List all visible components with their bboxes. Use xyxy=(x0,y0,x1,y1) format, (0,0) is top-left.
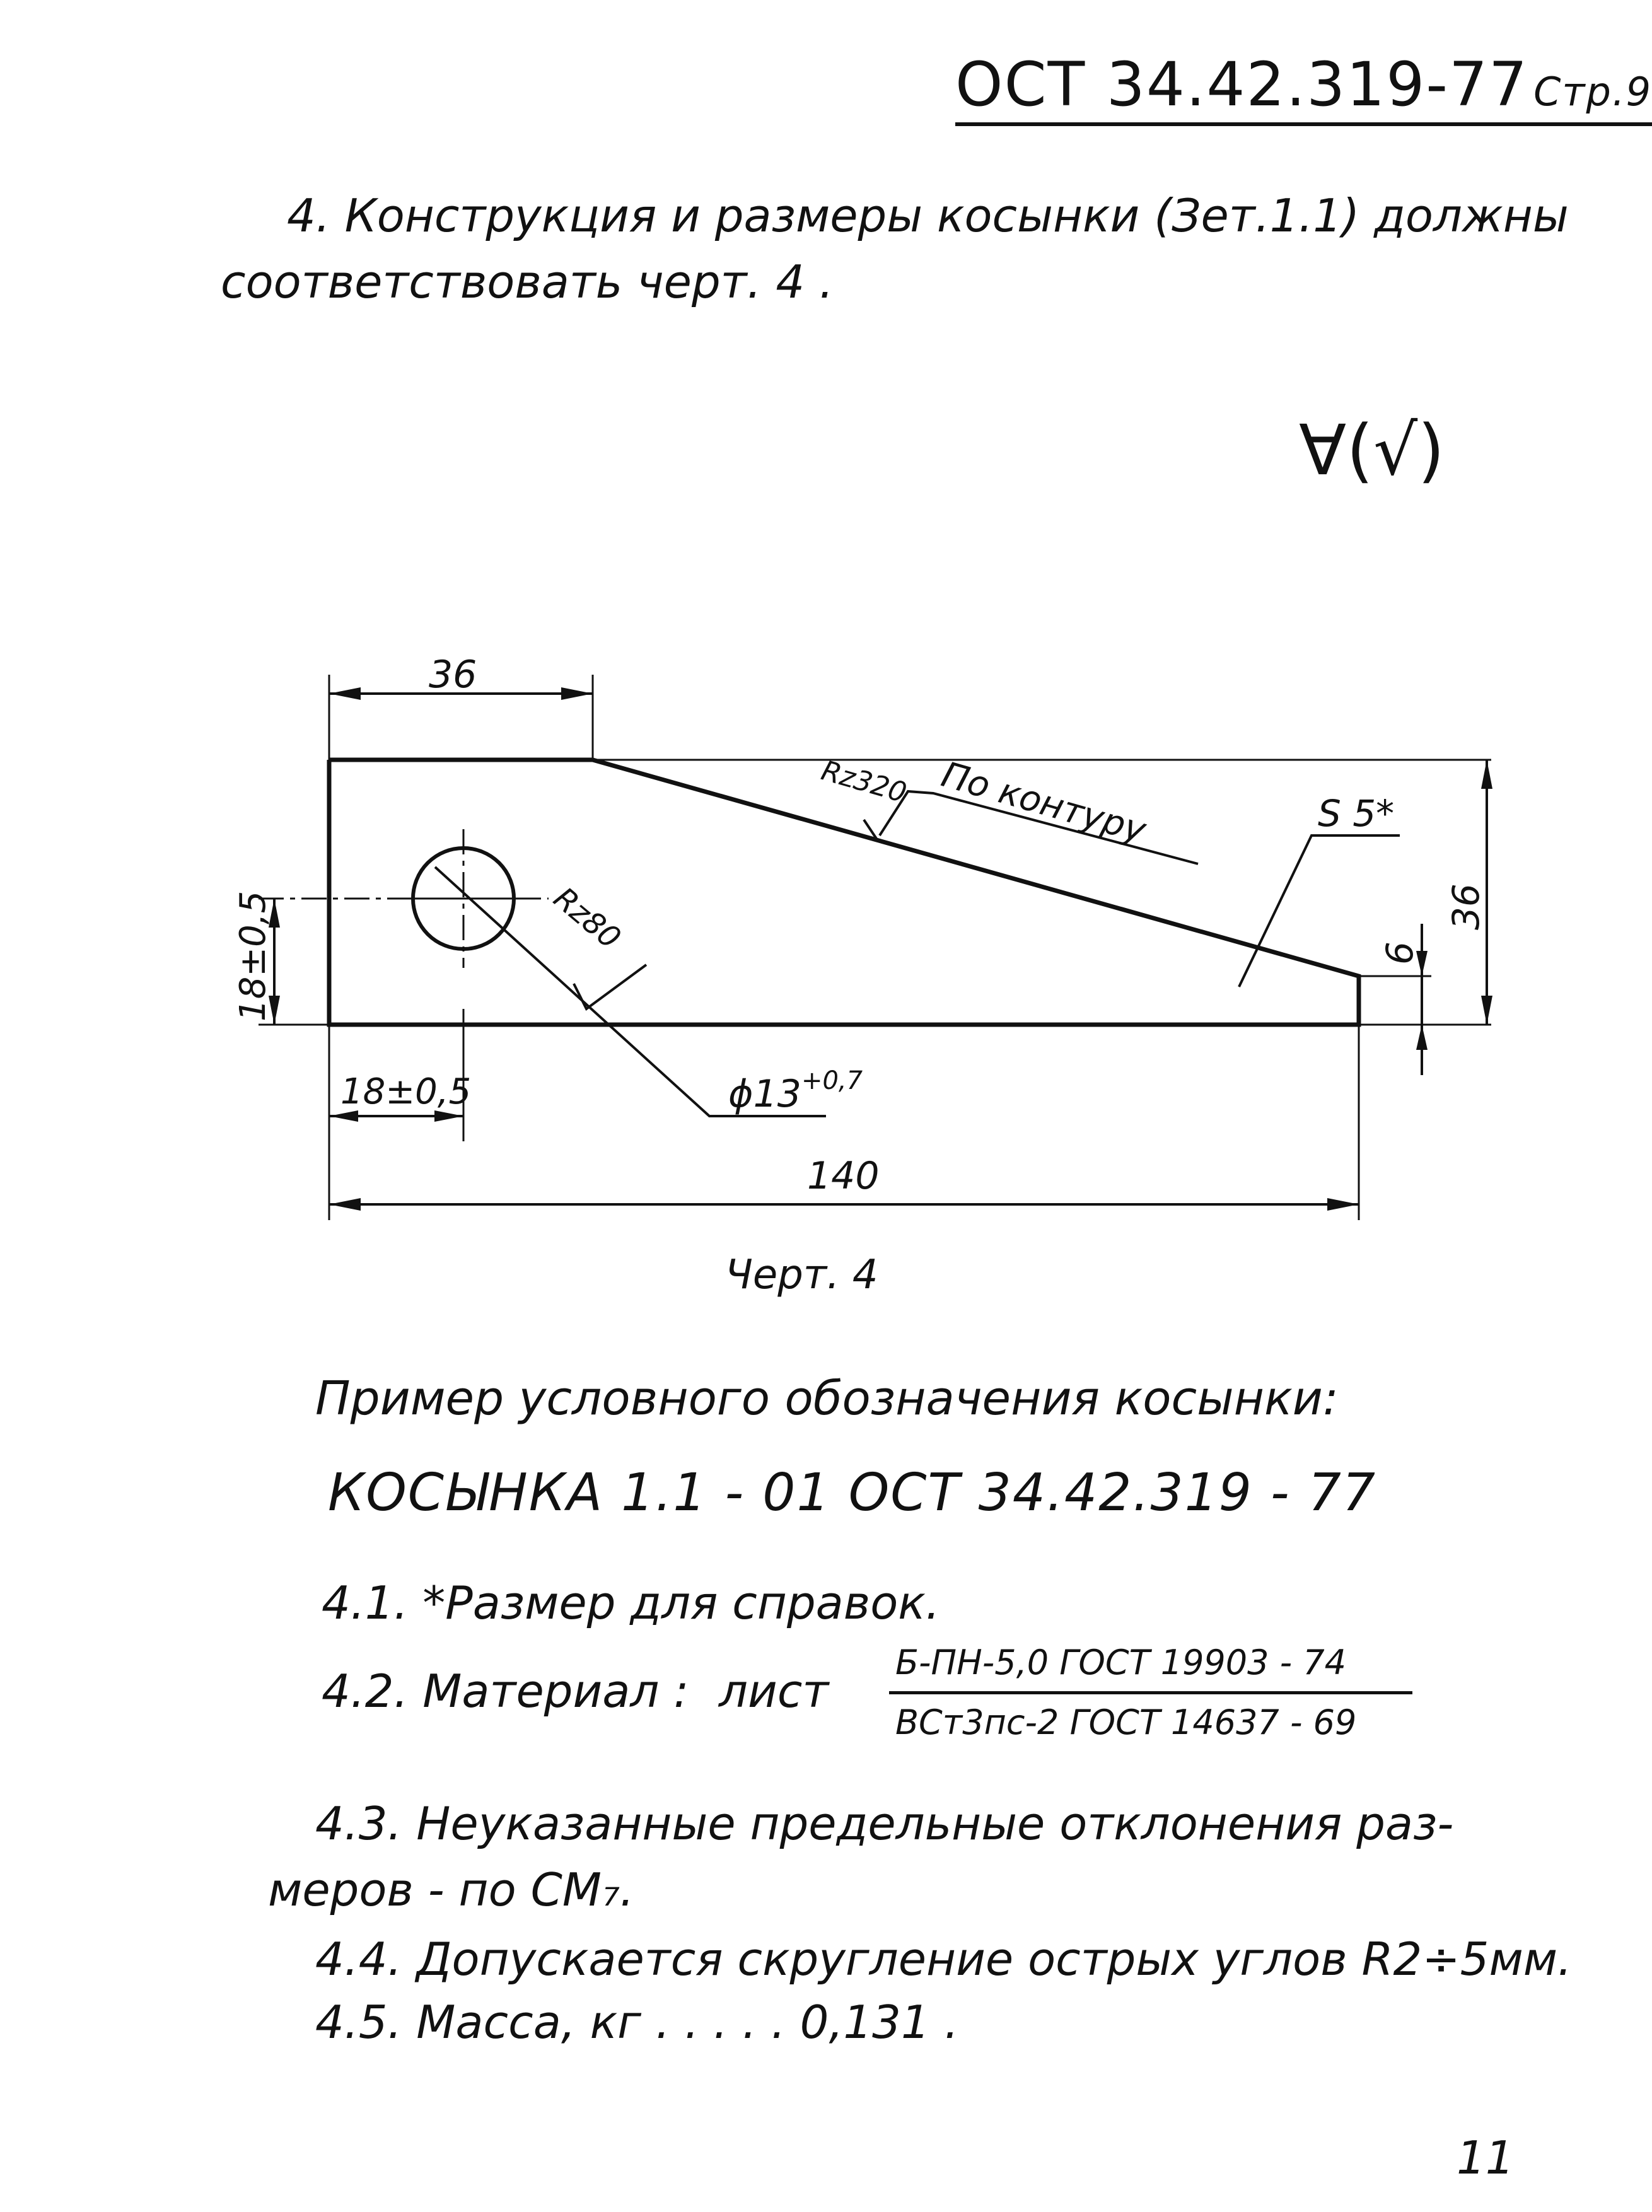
material-numerator: Б-ПН-5,0 ГОСТ 19903 - 74 xyxy=(895,1643,1347,1682)
dim-label-right-36: 36 xyxy=(1445,883,1487,930)
note-4-5: 4.5. Масса, кг . . . . . 0,131 . xyxy=(315,1996,959,2049)
page-number: 11 xyxy=(1457,2131,1515,2184)
hole-diameter-label xyxy=(728,1066,863,1116)
dim-label-18-vertical: 18±0,5 xyxy=(233,890,274,1022)
rz320-label: Rz320 xyxy=(817,754,910,810)
figure-caption: Черт. 4 xyxy=(725,1252,878,1298)
designation-example: КОСЫНКА 1.1 - 01 ОСТ 34.42.319 - 77 xyxy=(328,1463,1377,1523)
intro-line-2: соответствовать черт. 4 . xyxy=(221,255,834,308)
note-4-3-line-2: меров - по СМ₇. xyxy=(268,1863,634,1916)
note-4-2-sheet: лист xyxy=(719,1665,829,1718)
note-4-3-line-1: 4.3. Неуказанные предельные отклонения раз- xyxy=(315,1797,1454,1850)
part-outline xyxy=(329,760,1359,1025)
contour-label: По контуру xyxy=(937,754,1151,852)
hole-tolerance: +0,7 xyxy=(801,1066,863,1095)
surface-roughness-symbol: ∀(√) xyxy=(1299,410,1445,491)
hole-diameter: ϕ13 xyxy=(728,1072,801,1116)
note-4-1: 4.1. *Размер для справок. xyxy=(322,1576,940,1629)
note-4-2-label: 4.2. Материал : xyxy=(322,1665,689,1718)
example-label: Пример условного обозначения косынки: xyxy=(315,1371,1339,1426)
dim-label-6: 6 xyxy=(1378,941,1421,965)
fraction-bar xyxy=(889,1691,1412,1694)
thickness-label: S 5* xyxy=(1318,792,1395,835)
material-denominator: ВСт3пс-2 ГОСТ 14637 - 69 xyxy=(895,1703,1357,1742)
dim-label-140: 140 xyxy=(807,1154,880,1198)
dim-label-18-horizontal: 18±0,5 xyxy=(340,1071,472,1112)
dim-label-top-36: 36 xyxy=(429,653,477,697)
standard-code: ОСТ 34.42.319-77 xyxy=(955,49,1529,120)
note-4-4: 4.4. Допускается скругление острых углов R2÷5мм. xyxy=(315,1933,1573,1986)
rz80-label: Rz80 xyxy=(547,880,627,957)
page-label: Стр.9 xyxy=(1533,69,1652,115)
intro-line-1: 4. Конструкция и размеры косынки (Зет.1.1) должны xyxy=(287,189,1569,242)
